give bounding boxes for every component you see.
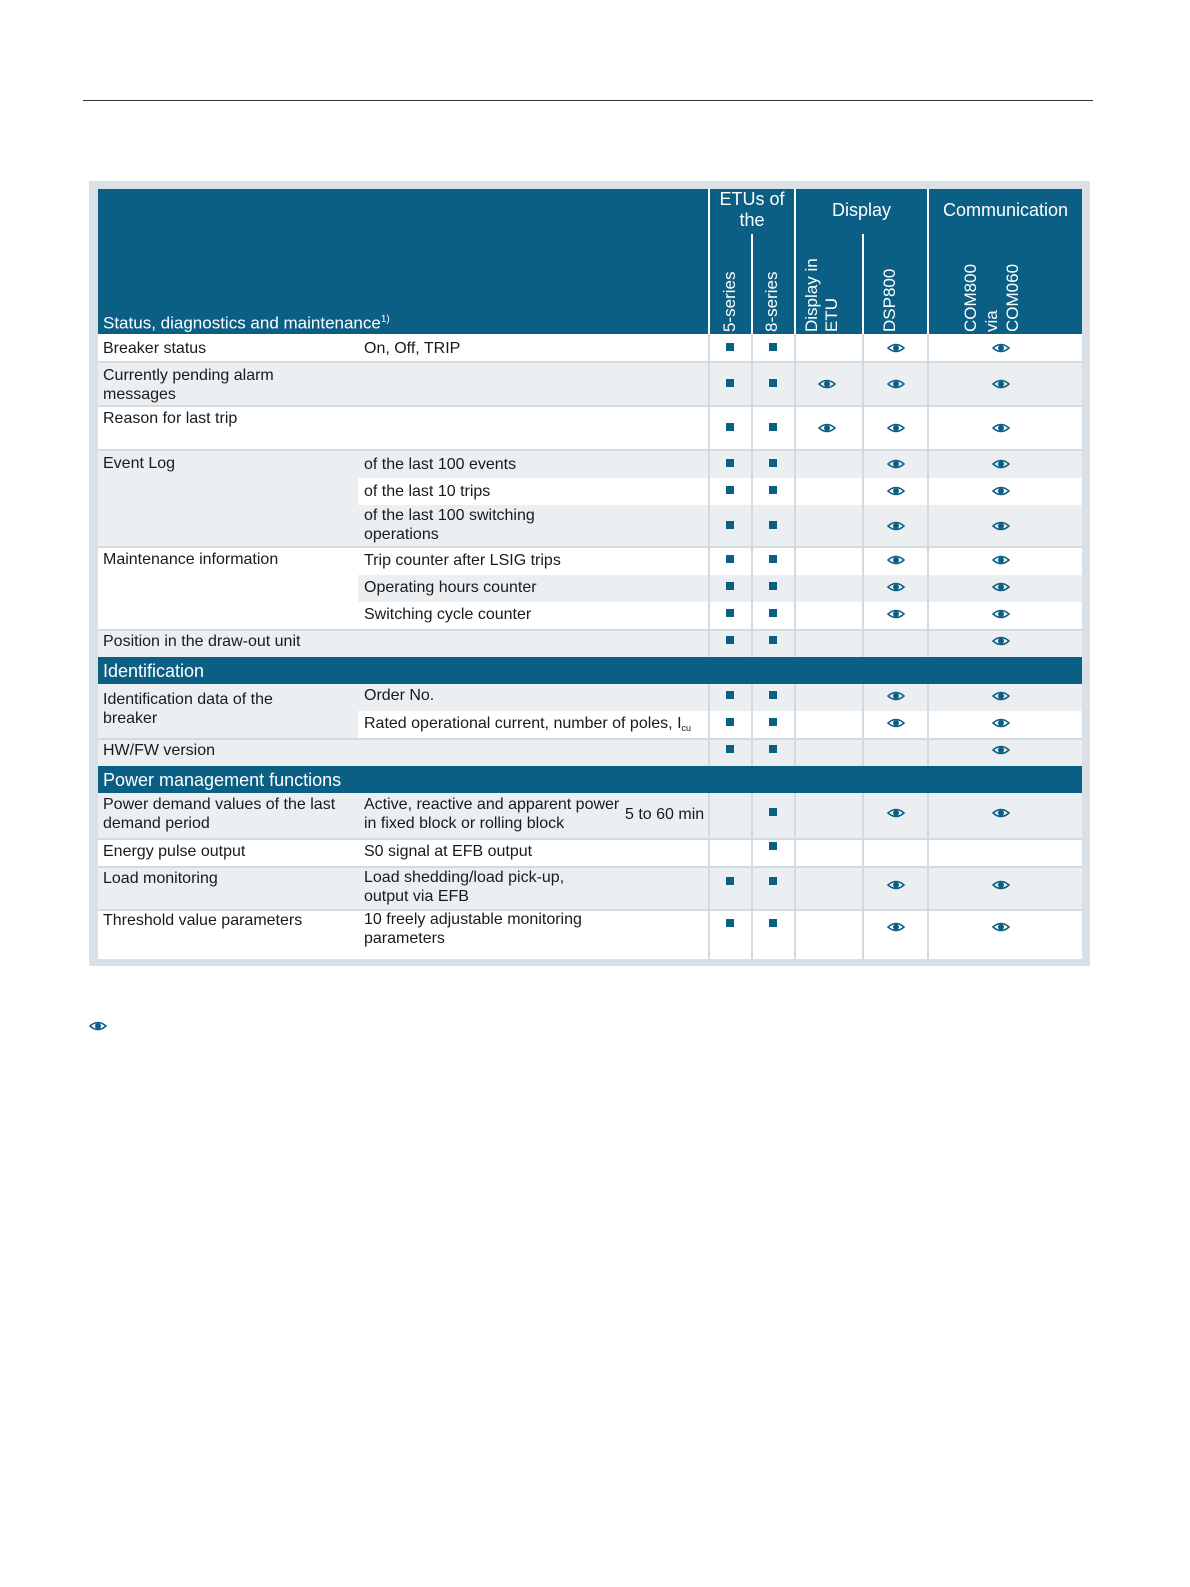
row-label: Event Log [103,455,176,472]
eye-icon [992,921,1010,933]
available-square-icon [769,808,777,816]
eye-icon [992,581,1010,593]
col-divider [794,793,796,959]
row-label: Currently pending alarm messages [103,367,274,403]
col-divider [751,684,753,766]
row-detail: On, Off, TRIP [364,340,461,357]
available-square-icon [726,745,734,753]
eye-icon [887,378,905,390]
col-header-dsp800: DSP800 [880,268,899,332]
col-divider [927,793,929,959]
col-divider [862,334,864,657]
page-top-rule [83,100,1093,101]
table-row [98,740,1082,766]
eye-icon [887,608,905,620]
eye-icon [887,581,905,593]
available-square-icon [726,636,734,644]
available-square-icon [769,609,777,617]
available-square-icon [726,555,734,563]
row-detail: of the last 100 events [364,456,517,473]
available-square-icon [726,718,734,726]
section-title-identification: Identification [103,661,205,681]
eye-icon [992,807,1010,819]
row-detail-range: 5 to 60 min [625,806,705,823]
table-header-title: Status, diagnostics and maintenance$^{1)}$ [103,313,390,333]
col-divider [794,684,796,766]
available-square-icon [769,718,777,726]
eye-icon [992,690,1010,702]
available-square-icon [769,691,777,699]
eye-icon [887,690,905,702]
row-detail: Switching cycle counter [364,606,532,623]
row-label: Power demand values of the last demand period [103,796,336,832]
col-divider [708,793,710,959]
table-row [98,407,1082,449]
display-group-label: Display [831,200,892,220]
header-subdivider [751,234,753,334]
eye-icon [887,921,905,933]
eye-icon [887,342,905,354]
eye-icon [887,807,905,819]
row-divider [98,405,1082,407]
legend-eye-icon [89,1020,107,1032]
section-header-identification [98,657,1082,684]
available-square-icon [769,521,777,529]
eye-icon [887,458,905,470]
available-square-icon [726,343,734,351]
available-square-icon [769,343,777,351]
row-divider [98,629,1082,631]
row-detail: Operating hours counter [364,579,537,596]
eye-icon [992,744,1010,756]
eye-icon [887,879,905,891]
available-square-icon [769,745,777,753]
available-square-icon [726,877,734,885]
row-label: Reason for last trip [103,410,238,427]
available-square-icon [726,423,734,431]
col-header-com800: COM800 via COM060 [961,263,1022,332]
row-divider [98,546,1082,548]
eye-icon [887,520,905,532]
col-header-5-series: 5-series [720,271,739,332]
eye-icon [887,485,905,497]
row-detail: of the last 10 trips [364,483,491,500]
row-label: Position in the draw-out unit [103,633,301,650]
row-label: Breaker status [103,340,207,357]
eye-icon [992,378,1010,390]
available-square-icon [769,842,777,850]
etus-group-label: ETUs of the [719,189,785,230]
row-divider [98,361,1082,363]
available-square-icon [769,877,777,885]
eye-icon [887,717,905,729]
row-detail: Rated operational current, number of poles, $I_{cu}$ [364,715,692,733]
col-divider [862,793,864,959]
row-label: Load monitoring [103,870,218,887]
available-square-icon [769,555,777,563]
available-square-icon [769,379,777,387]
row-detail: Trip counter after LSIG trips [364,552,561,569]
row-detail: Order No. [364,687,435,704]
row-label: HW/FW version [103,742,215,759]
row-detail: 10 freely adjustable monitoring parameters [364,911,582,947]
available-square-icon [726,919,734,927]
eye-icon [992,485,1010,497]
row-detail: Active, reactive and apparent power in fixed block or rolling block [364,796,620,832]
available-square-icon [769,486,777,494]
col-divider [708,684,710,766]
feature-table [98,189,1082,959]
row-detail: S0 signal at EFB output [364,843,533,860]
row-divider [98,866,1082,868]
row-label: Maintenance information [103,551,279,568]
eye-icon [992,554,1010,566]
section-title-power: Power management functions [103,770,342,790]
available-square-icon [726,691,734,699]
col-divider [751,334,753,657]
eye-icon [992,458,1010,470]
table-row [98,868,1082,909]
eye-icon [992,520,1010,532]
eye-icon [887,554,905,566]
available-square-icon [769,423,777,431]
eye-icon [887,422,905,434]
row-divider [98,449,1082,451]
eye-icon [992,635,1010,647]
table-row [98,334,1082,361]
table-row [98,840,1082,866]
row-label: Identification data of the breaker [103,691,273,727]
communication-group-label: Communication [942,200,1069,220]
available-square-icon [769,582,777,590]
row-label: Threshold value parameters [103,912,303,929]
table-row [358,684,1082,711]
col-divider [927,334,929,657]
header-subdivider [862,234,864,334]
eye-icon [992,342,1010,354]
row-divider [98,738,1082,740]
eye-icon [992,608,1010,620]
row-label: Energy pulse output [103,843,246,860]
available-square-icon [726,582,734,590]
col-header-8-series: 8-series [762,271,781,332]
available-square-icon [726,459,734,467]
col-divider [751,793,753,959]
available-square-icon [769,636,777,644]
eye-icon [818,378,836,390]
col-divider [794,334,796,657]
available-square-icon [726,521,734,529]
row-divider [98,838,1082,840]
available-square-icon [726,379,734,387]
eye-icon [992,717,1010,729]
col-divider [927,684,929,766]
available-square-icon [769,919,777,927]
eye-icon [818,422,836,434]
eye-icon [992,422,1010,434]
available-square-icon [726,486,734,494]
available-square-icon [726,609,734,617]
col-header-display-in-etu: Display in ETU [802,258,841,332]
col-divider [862,684,864,766]
col-divider [708,334,710,657]
available-square-icon [769,459,777,467]
row-detail: Load shedding/load pick-up, output via EFB [364,869,565,905]
row-detail: of the last 100 switching operations [364,507,535,543]
eye-icon [992,879,1010,891]
